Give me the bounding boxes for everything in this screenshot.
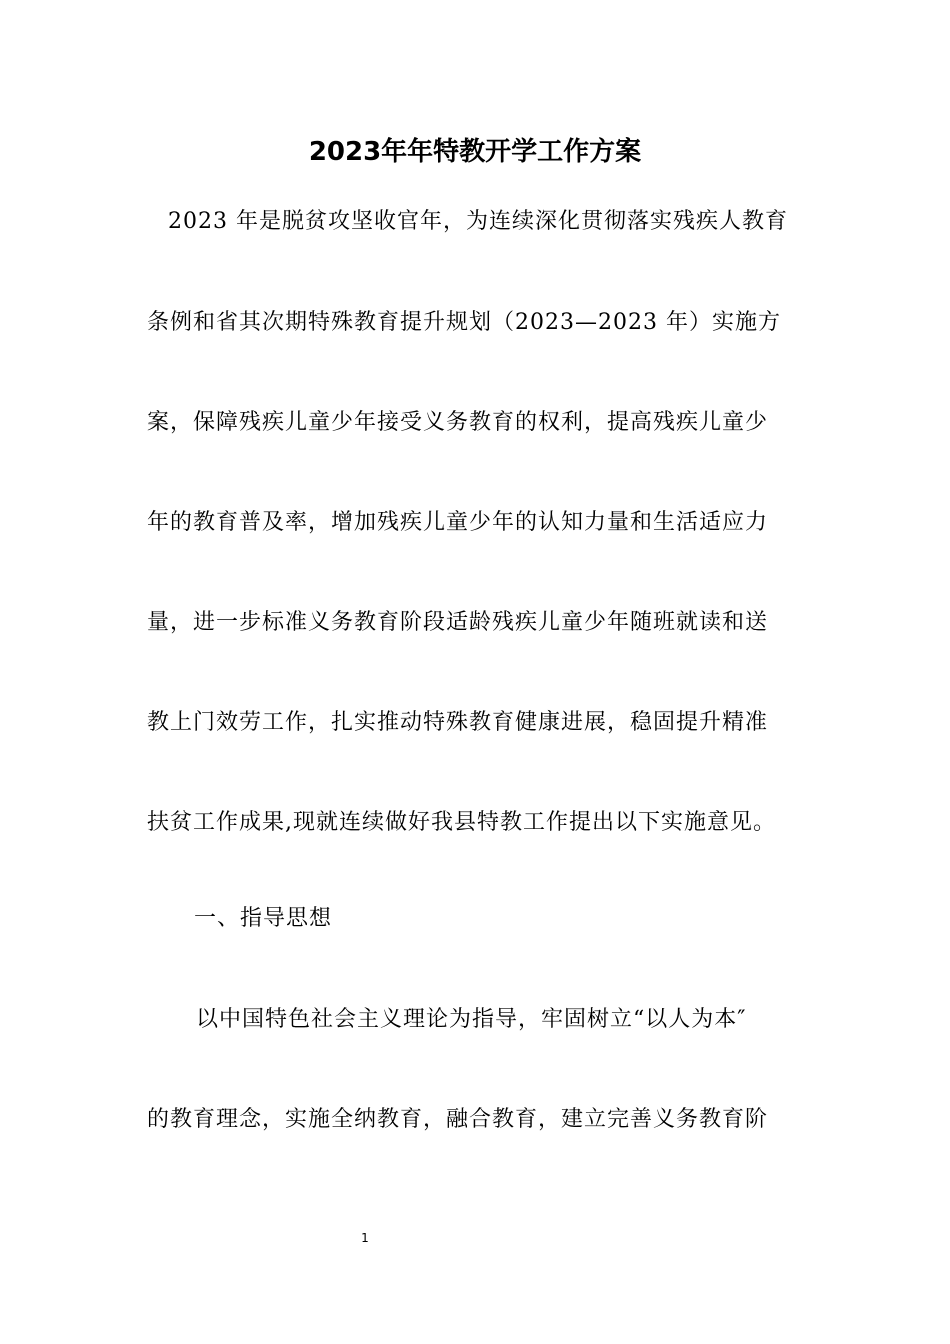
paragraph-line: 2023 年是脱贫攻坚收官年，为连续深化贯彻落实残疾人教育 (168, 209, 788, 234)
paragraph-line: 的教育理念，实施全纳教育，融合教育，建立完善义务教育阶 (147, 1107, 769, 1132)
paragraph-line: 以中国特色社会主义理论为指导，牢固树立“以人为本″ (196, 1007, 747, 1032)
paragraph-line: 年的教育普及率，增加残疾儿童少年的认知力量和生活适应力 (147, 510, 769, 535)
paragraph-line: 案，保障残疾儿童少年接受义务教育的权利，提高残疾儿童少 (147, 410, 769, 435)
paragraph-line: 条例和省其次期特殊教育提升规划（2023—2023 年）实施方 (147, 310, 781, 335)
paragraph-line: 教上门效劳工作，扎实推动特殊教育健康进展，稳固提升精准 (147, 710, 769, 735)
paragraph-line: 量，进一步标准义务教育阶段适龄残疾儿童少年随班就读和送 (147, 610, 769, 635)
document-title: 2023年年特教开学工作方案 (308, 137, 642, 167)
page-number: 1 (361, 1231, 369, 1245)
paragraph-line: 扶贫工作成果,现就连续做好我县特教工作提出以下实施意见。 (147, 810, 776, 835)
section-heading: 一、指导思想 (194, 906, 333, 931)
